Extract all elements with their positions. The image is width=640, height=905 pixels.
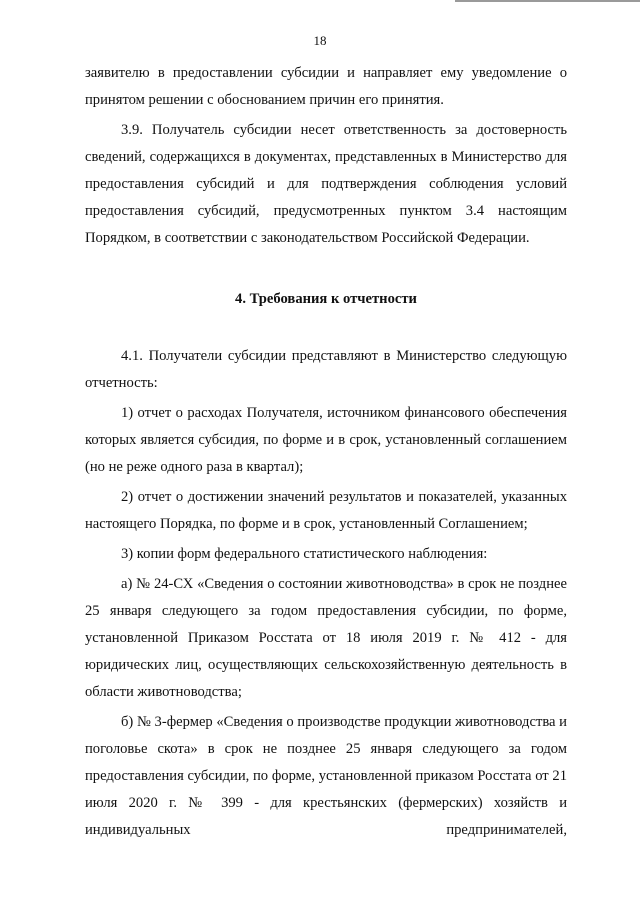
list-item-b: б) № 3-фермер «Сведения о производстве продукции животноводства и поголовье скота» в срок не позднее 25 января следующего за годом предоставления субсидии, по форме, установленной приказом Росстата от 21 июля 2020 г. № 399 - для крестьянских (фермерских) хозяйств и индивидуальных предпринимателей, [85,714,567,838]
list-item-2: 2) отчет о достижении значений результатов и показателей, указанных настоящего Порядка, по форме и в срок, установленный Соглашением; [85,489,567,532]
paragraph-4-1: 4.1. Получатели субсидии представляют в Министерство следующую отчетность: [85,348,567,391]
top-border-line [455,0,640,2]
page-number: 18 [313,33,327,48]
paragraph-continuation: заявителю в предоставлении субсидии и направляет ему уведомление о принятом решении с обоснованием причин его принятия. [85,65,567,108]
section-heading-reporting: 4. Требования к отчетности [235,291,417,307]
list-item-1: 1) отчет о расходах Получателя, источником финансового обеспечения которых является субсидия, по форме и в срок, установленный соглашением (но не реже одного раза в квартал); [85,405,567,475]
paragraph-3-9: 3.9. Получатель субсидии несет ответственность за достоверность сведений, содержащихся в документах, представленных в Министерство для предоставления субсидий и для подтверждения соблюдения условий предоставления субсидий, предусмотренных пунктом 3.4 настоящим Порядком, в соответствии с законодательством Российской Федерации. [85,122,567,246]
list-item-3: 3) копии форм федерального статистического наблюдения: [121,546,488,562]
list-item-a: а) № 24-СХ «Сведения о состоянии животноводства» в срок не позднее 25 января следующего за годом предоставления субсидии, по форме, установленной Приказом Росстата от 18 июля 2019 г. № 412 - для юридических лиц, осуществляющих сельскохозяйственную деятельность в области животноводства; [85,576,567,700]
document-body [85,60,567,844]
